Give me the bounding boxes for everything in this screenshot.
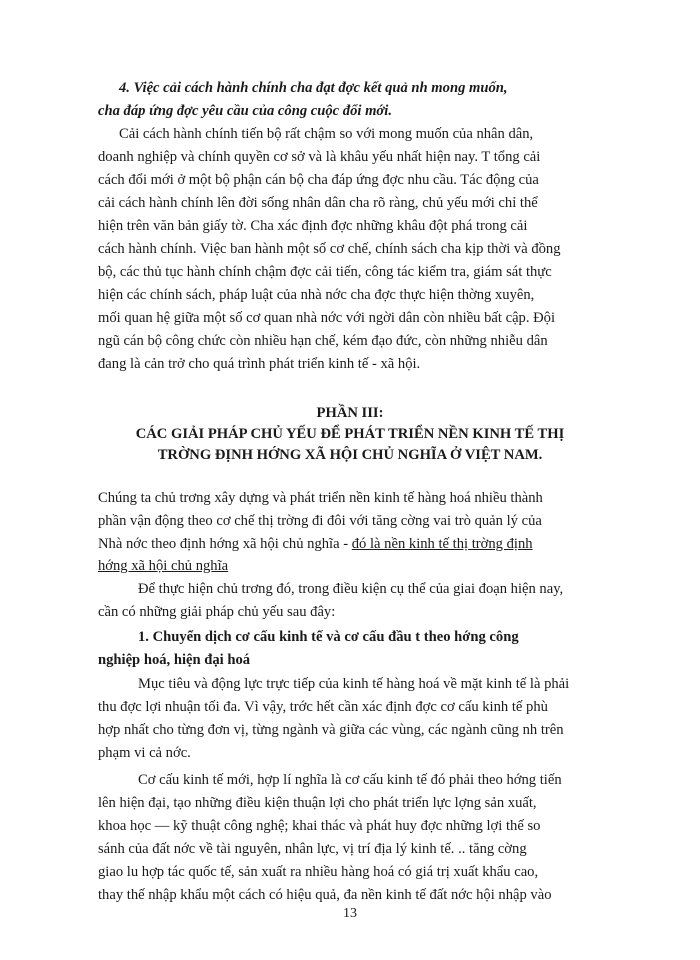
body-line: hiện trên văn bản giấy tờ. Cha xác định đợc những khâu đột phá trong cải: [98, 218, 528, 234]
body-line: cần có những giải pháp chủ yếu sau đây:: [98, 604, 336, 620]
subsection-1-heading-line-2: nghiệp hoá, hiện đại hoá: [98, 652, 251, 668]
body-line: bộ, các thủ tục hành chính chậm đợc cải tiến, công tác kiểm tra, giám sát thực: [98, 264, 552, 280]
underlined-line: hớng xã hội chủ nghĩa: [98, 558, 229, 574]
body-line: Chúng ta chủ trơng xây dựng và phát triển nền kinh tế hàng hoá nhiều thành: [98, 490, 543, 506]
part-title-line-2: TRỜNG ĐỊNH HỚNG XÃ HỘI CHỦ NGHĨA Ở VIỆT NAM.: [157, 447, 543, 463]
body-line: doanh nghiệp và chính quyền cơ sở và là khâu yếu nhất hiện nay. T tổng cải: [98, 149, 541, 165]
section-4-heading-line-1: 4. Việc cải cách hành chính cha đạt đợc kết quả nh mong muốn,: [119, 80, 508, 96]
body-line: [98, 534, 533, 554]
body-line: giao lu hợp tác quốc tế, sản xuất ra nhiều hàng hoá có giá trị xuất khẩu cao,: [98, 864, 539, 880]
body-text: Nhà nớc theo định hớng xã hội chủ nghĩa -: [98, 536, 352, 552]
body-line: đang là cản trở cho quá trình phát triển kinh tế - xã hội.: [98, 356, 421, 372]
body-line: cách hành chính. Việc ban hành một số cơ chế, chính sách cha kịp thời và đồng: [98, 241, 561, 257]
body-line: sánh của đất nớc về tài nguyên, nhân lực, vị trí địa lý kinh tế. .. tăng cờng: [98, 841, 527, 857]
page-number: 13: [343, 906, 357, 921]
body-line: thay thế nhập khẩu một cách có hiệu quả, đa nền kinh tế đất nớc hội nhập vào: [98, 887, 552, 903]
body-line: ngũ cán bộ công chức còn nhiều hạn chế, kém đạo đức, còn những nhiễu dân: [98, 333, 548, 349]
body-line: Cơ cấu kinh tế mới, hợp lí nghĩa là cơ cấu kinh tế đó phải theo hớng tiến: [138, 772, 562, 788]
body-line: Để thực hiện chủ trơng đó, trong điều kiện cụ thể của giai đoạn hiện nay,: [138, 581, 564, 597]
body-line: cải cách hành chính lên đời sống nhân dân cha rõ ràng, chủ yếu mới chỉ thể: [98, 195, 538, 211]
underlined-text: đó là nền kinh tế thị trờng định: [351, 536, 533, 552]
part-title-line-1: CÁC GIẢI PHÁP CHỦ YẾU ĐỂ PHÁT TRIỂN NỀN KINH TẾ THỊ: [135, 426, 565, 442]
body-line: phần vận động theo cơ chế thị trờng đi đôi với tăng cờng vai trò quản lý của: [98, 513, 542, 529]
subsection-1-heading-line-1: 1. Chuyển dịch cơ cấu kinh tế và cơ cấu đầu t theo hớng công: [138, 629, 519, 645]
body-line: phạm vi cả nớc.: [98, 745, 191, 761]
body-line: khoa học — kỹ thuật công nghệ; khai thác và phát huy đợc những lợi thế so: [98, 818, 541, 834]
body-line: Mục tiêu và động lực trực tiếp của kinh tế hàng hoá về mặt kinh tế là phải: [138, 676, 570, 692]
body-line: Cải cách hành chính tiến bộ rất chậm so với mong muốn của nhân dân,: [119, 126, 534, 142]
part-label: PHẦN III:: [316, 405, 384, 421]
body-line: mối quan hệ giữa một số cơ quan nhà nớc với ngời dân còn nhiều bất cập. Đội: [98, 310, 556, 326]
body-line: hợp nhất cho từng đơn vị, từng ngành và giữa các vùng, các ngành cũng nh trên: [98, 722, 564, 738]
body-line: lên hiện đại, tạo những điều kiện thuận lợi cho phát triển lực lợng sản xuất,: [98, 795, 537, 811]
section-4-heading-line-2: cha đáp ứng đợc yêu cầu của công cuộc đổi mới.: [98, 103, 392, 119]
body-line: cách đổi mới ở một bộ phận cán bộ cha đáp ứng đợc nhu cầu. Tác động của: [98, 172, 539, 188]
body-line: hiện các chính sách, pháp luật của nhà nớc cha đợc thực hiện thờng xuyên,: [98, 287, 535, 303]
body-line: thu đợc lợi nhuận tối đa. Vì vậy, trớc hết cần xác định đợc cơ cấu kinh tế phù: [98, 699, 548, 715]
